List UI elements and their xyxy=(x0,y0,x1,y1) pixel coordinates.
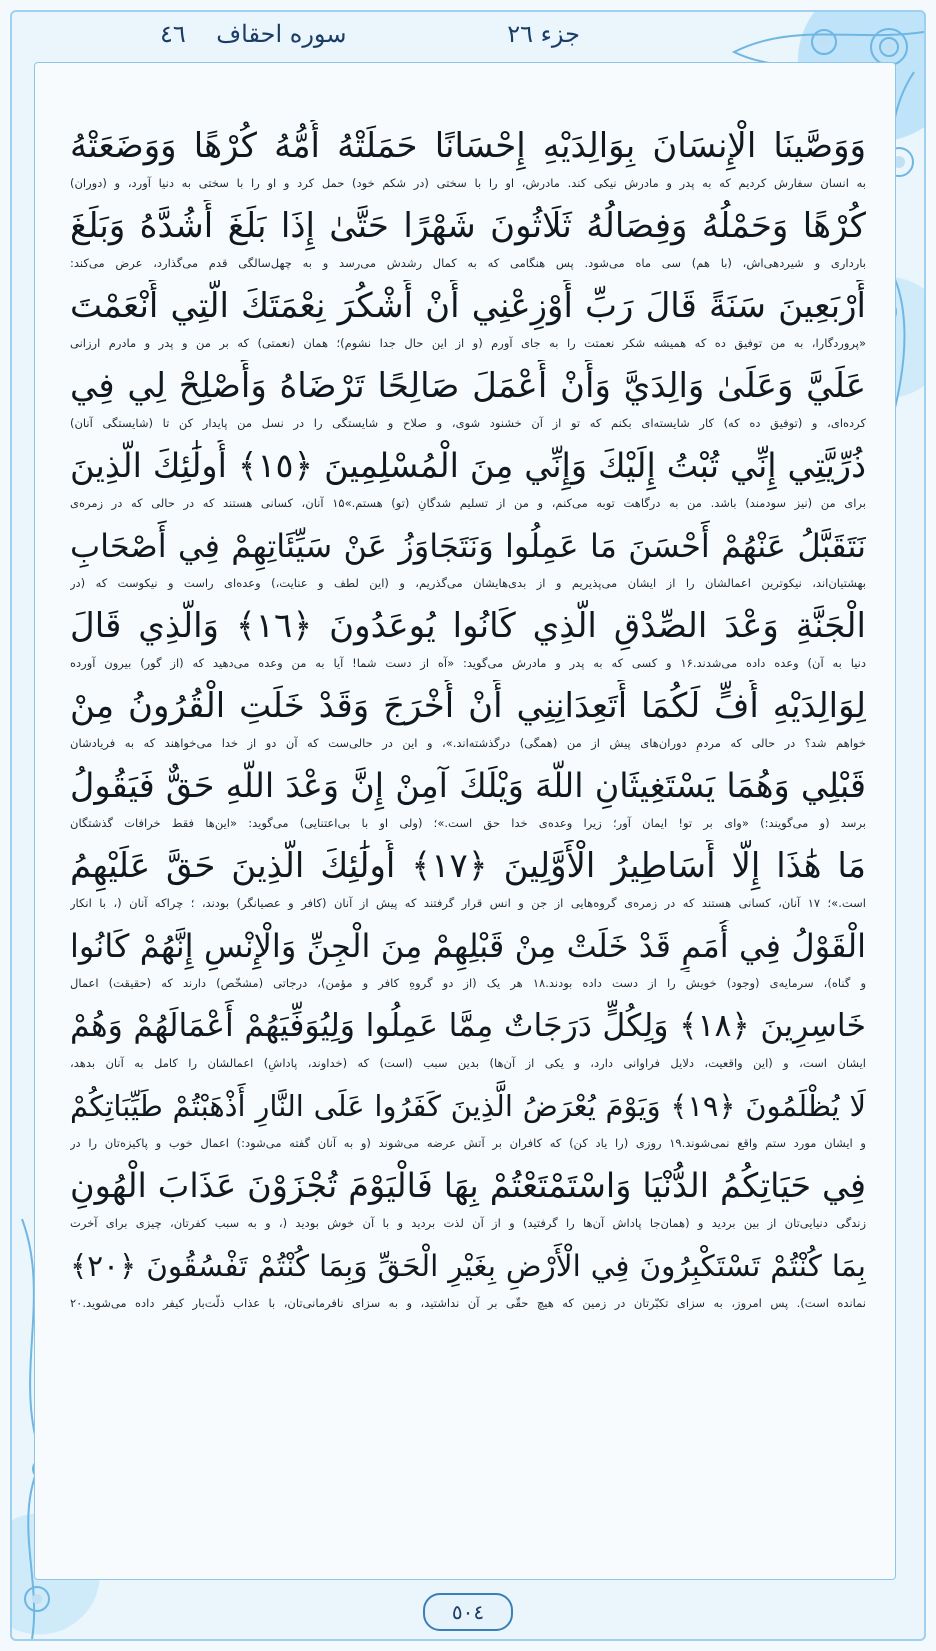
juz-label: جزء ٢٦ xyxy=(507,20,580,48)
verse-line xyxy=(70,920,866,1000)
arabic-text: الْقَوْلُ فِي أُمَمٍ قَدْ خَلَتْ مِنْ قَبْلِهِمْ مِنَ الْجِنِّ وَالْإِنْسِ إِنَّهُمْ كَانُوا xyxy=(70,927,866,965)
verse-line xyxy=(70,1000,866,1080)
arabic-text: خَاسِرِينَ ﴿١٨﴾ وَلِكُلٍّ دَرَجَاتٌ مِمَّا عَمِلُوا وَلِيُوَفِّيَهُمْ أَعْمَالَهُمْ وَهُمْ xyxy=(70,1008,866,1044)
arabic-text: بِمَا كُنْتُمْ تَسْتَكْبِرُونَ فِي الْأَرْضِ بِغَيْرِ الْحَقِّ وَبِمَا كُنْتُمْ تَفْسُقُونَ ﴿٢٠﴾ xyxy=(70,1249,866,1283)
arabic-text: نَتَقَبَّلُ عَنْهُمْ أَحْسَنَ مَا عَمِلُوا وَنَتَجَاوَزُ عَنْ سَيِّئَاتِهِمْ فِي أَصْحَابِ xyxy=(70,527,866,565)
translation-text: کرده‌ای، و (توفیق ده که) کار شایسته‌ای بکنم که تو از آن خشنود شوی، و صلاح و شایستگی را در نسل من پایدار کن تا (شایستگی آنان) xyxy=(70,416,866,430)
translation-text: و ایشان مورد ستم واقع نمی‌شوند.۱۹ روزی (را یاد کن) که کافران بر آتش عرضه می‌شوند (و به آنان گفته می‌شود:) اعمال خوب و پاکیزه‌تان را در xyxy=(70,1136,866,1150)
surah-title xyxy=(160,20,346,48)
verse-line xyxy=(70,1160,866,1240)
translation-text: دنیا به آن) وعده داده می‌شدند.۱۶ و کسی که به پدر و مادرش می‌گوید: «آه از دست شما! آیا به من وعده می‌دهید که (از گور) بیرون آورده xyxy=(70,656,866,670)
verse-line xyxy=(70,600,866,680)
arabic-text: أَرْبَعِينَ سَنَةً قَالَ رَبِّ أَوْزِعْنِي أَنْ أَشْكُرَ نِعْمَتَكَ الَّتِي أَنْعَمْتَ xyxy=(70,286,866,326)
verse-line xyxy=(70,440,866,520)
arabic-text: وَوَصَّينَا الْإِنسَانَ بِوَالِدَيْهِ إِحْسَانًا حَمَلَتْهُ أُمُّهُ كُرْهًا وَوَضَعَتْهُ xyxy=(70,126,866,166)
translation-text: به انسان سفارش کردیم که به پدر و مادرش نیکی کند. مادرش، او را با سختی (در شکم خود) حمل کرد و او را با سختی به دنیا آورد، و (دوران) xyxy=(70,176,866,190)
page-number: ٥٠٤ xyxy=(423,1593,513,1631)
translation-text: خواهم شد؟ در حالی که مردمِ دوران‌های پیش از من (همگی) درگذشته‌اند.»، و این در حالی‌ست که آن دو از خدا می‌خواهند که به فریادشان xyxy=(70,736,866,750)
verse-line xyxy=(70,120,866,200)
arabic-text: لَا يُظْلَمُونَ ﴿١٩﴾ وَيَوْمَ يُعْرَضُ الَّذِينَ كَفَرُوا عَلَى النَّارِ أَذْهَبْتُمْ طَيِّبَاتِكُمْ xyxy=(70,1089,866,1123)
verse-line xyxy=(70,680,866,760)
translation-text: بهشتیان‌اند، نیکوترین اعمالشان را از ایشان می‌پذیریم و از بدی‌هایشان می‌گذریم، و (این لطف و عنایت،) وعده‌ای راست و نیکوست که (در xyxy=(70,576,866,590)
page-number-badge xyxy=(418,1592,518,1632)
surah-number: ٤٦ xyxy=(160,20,186,48)
arabic-text: عَلَيَّ وَعَلَىٰ وَالِدَيَّ وَأَنْ أَعْمَلَ صَالِحًا تَرْضَاهُ وَأَصْلِحْ لِي فِي xyxy=(70,366,866,406)
surah-name: سوره احقاف xyxy=(216,20,347,48)
arabic-text: قَبْلِي وَهُمَا يَسْتَغِيثَانِ اللَّهَ وَيْلَكَ آمِنْ إِنَّ وَعْدَ اللَّهِ حَقٌّ فَيَقُولُ xyxy=(70,766,866,805)
arabic-text: لِوَالِدَيْهِ أُفٍّ لَكُمَا أَتَعِدَانِنِي أَنْ أُخْرَجَ وَقَدْ خَلَتِ الْقُرُونُ مِنْ xyxy=(70,686,866,726)
verse-line xyxy=(70,520,866,600)
translation-text: «پروردگارا، به من توفیق ده که همیشه شکر نعمتت را به جای آورم (و از این حال جدا نشوم)؛ همان (نعمتی) که بر من و پدر و مادرم ارزانی xyxy=(70,336,866,350)
verse-line xyxy=(70,1240,866,1320)
verse-line xyxy=(70,360,866,440)
arabic-text: مَا هَٰذَا إِلَّا أَسَاطِيرُ الْأَوَّلِينَ ﴿١٧﴾ أُولَٰئِكَ الَّذِينَ حَقَّ عَلَيْهِمُ xyxy=(70,846,866,886)
verse-line xyxy=(70,1080,866,1160)
translation-text: برای من (نیز سودمند) باشد. من به درگاهت توبه می‌کنم، و من از تسلیم شدگانِ (تو) هستم.»۱۵ آنان، کسانی هستند که در حالی که در زمره‌ی xyxy=(70,496,866,510)
verse-line xyxy=(70,760,866,840)
arabic-text: ذُرِّيَّتِي إِنِّي تُبْتُ إِلَيْكَ وَإِنِّي مِنَ الْمُسْلِمِينَ ﴿١٥﴾ أُولَٰئِكَ الَّذِينَ xyxy=(70,446,866,485)
translation-text: برسد (و می‌گویند:) «وای بر تو! ایمان آور؛ زیرا وعده‌ی خدا حق است.»؛ (ولی او با بی‌اعتنایی) می‌گوید: «این‌ها فقط خرافات گذشتگان xyxy=(70,816,866,830)
translation-text: و گناه)، سرمایه‌ی (وجود) خویش را از دست داده بودند.۱۸ هر یک (از دو گروهِ کافر و مؤمن)، درجاتی (مشخّص) دارند که (حقیقت) اعمال xyxy=(70,976,866,990)
verse-line xyxy=(70,840,866,920)
translation-text: بارداری و شیردهی‌اش، (با هم) سی ماه می‌شود. پس هنگامی که به کمال رشدش می‌رسد و به چهل‌سالگی قدم می‌گذارد، عرض می‌کند: xyxy=(70,256,866,270)
verse-line xyxy=(70,280,866,360)
arabic-text: الْجَنَّةِ وَعْدَ الصِّدْقِ الَّذِي كَانُوا يُوعَدُونَ ﴿١٦﴾ وَالَّذِي قَالَ xyxy=(70,606,866,646)
arabic-text: كُرْهًا وَحَمْلُهُ وَفِصَالُهُ ثَلَاثُونَ شَهْرًا حَتَّىٰ إِذَا بَلَغَ أَشُدَّهُ وَبَلَغَ xyxy=(70,206,866,246)
translation-text: نمانده است). پس امروز، به سزای تکبّرتان در زمین که هیچ حقّی بر آن نداشتید، و به سزای نافرمانی‌تان، با عذاب ذلّت‌بار کیفر داده می‌شوید.۲۰ xyxy=(70,1296,866,1310)
translation-text: است.»؛ ۱۷ آنان، کسانی هستند که در زمره‌ی گروه‌هایی از جن و انس قرار گرفتند که پیش از آنان (کافر و عصیانگر) بودند، ؛ چراکه آنان (، با انکار xyxy=(70,896,866,910)
verse-content xyxy=(70,120,866,1320)
translation-text: ایشان است، و (این واقعیت، دلایل فراوانی دارد، و یکی از آن‌ها) بدین سبب (است) که (خداوند، پاداشِ) اعمالشان را کامل به آنان بدهد، xyxy=(70,1056,866,1070)
arabic-text: فِي حَيَاتِكُمُ الدُّنْيَا وَاسْتَمْتَعْتُمْ بِهَا فَالْيَوْمَ تُجْزَوْنَ عَذَابَ الْهُونِ xyxy=(70,1166,866,1205)
page-header xyxy=(160,14,580,54)
verse-line xyxy=(70,200,866,280)
translation-text: زندگی دنیایی‌تان از بین بردید و (همان‌جا پاداش آن‌ها را گرفتید) و از آن لذت بردید و با آن خوش بودید (، و به سبب کفرتان، چیزی برای آخرت xyxy=(70,1216,866,1230)
